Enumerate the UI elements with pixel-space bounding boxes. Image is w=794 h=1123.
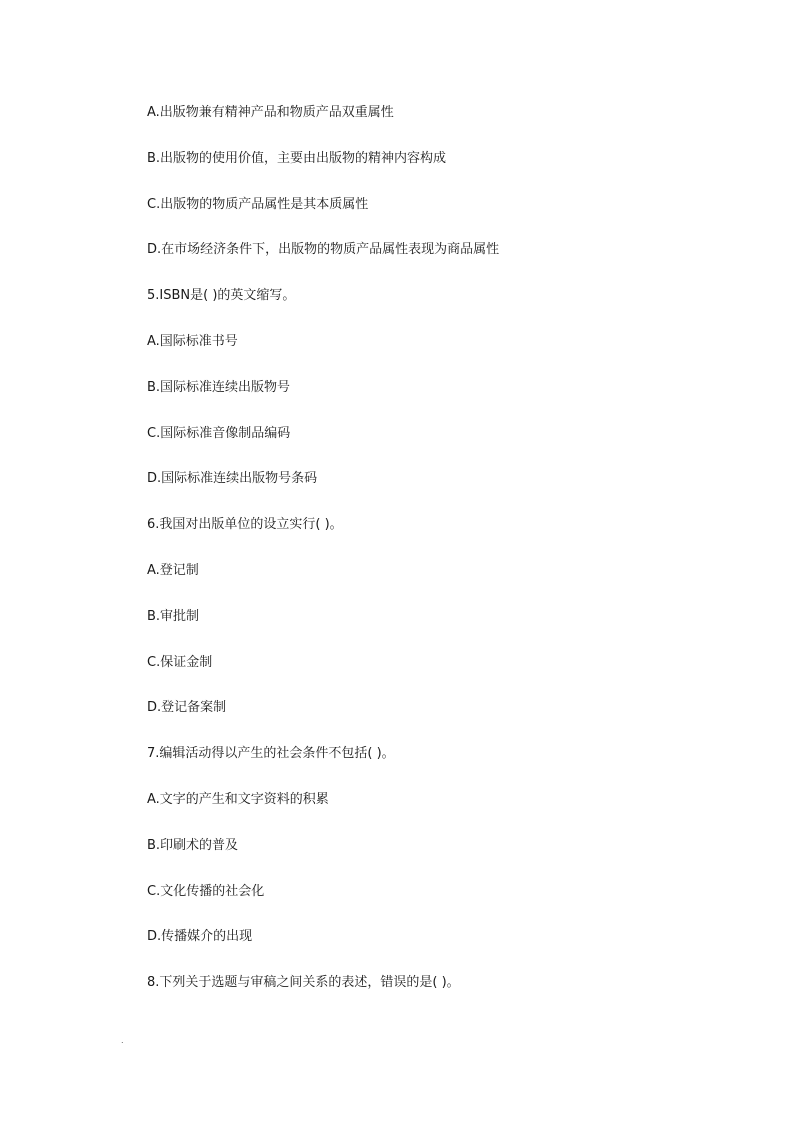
option-line: D.传播媒介的出现 [147,929,253,945]
question-list [147,102,767,1018]
option-line: A.登记制 [147,562,199,578]
option-line: B.出版物的使用价值，主要由出版物的精神内容构成 [147,150,447,166]
question-line: 6.我国对出版单位的设立实行( )。 [147,517,343,533]
question-line: 8.下列关于选题与审稿之间关系的表述，错误的是( )。 [147,975,460,991]
option-line: D.在市场经济条件下，出版物的物质产品属性表现为商品属性 [147,242,500,258]
option-line: D.登记备案制 [147,700,227,716]
question-line: 5.ISBN是( )的英文缩写。 [147,288,296,304]
option-line: C.保证金制 [147,654,213,670]
option-line: D.国际标准连续出版物号条码 [147,471,318,487]
page-footer-mark: . [121,1036,124,1045]
option-line: A.国际标准书号 [147,333,238,349]
option-line: A.文字的产生和文字资料的积累 [147,791,329,807]
option-line: C.文化传播的社会化 [147,883,265,899]
option-line: C.出版物的物质产品属性是其本质属性 [147,196,369,212]
option-line: B.审批制 [147,608,200,624]
question-line: 7.编辑活动得以产生的社会条件不包括( )。 [147,746,395,762]
option-line: B.印刷术的普及 [147,837,239,853]
option-line: A.出版物兼有精神产品和物质产品双重属性 [147,105,394,120]
option-line: B.国际标准连续出版物号 [147,379,291,395]
option-line: C.国际标准音像制品编码 [147,425,291,441]
